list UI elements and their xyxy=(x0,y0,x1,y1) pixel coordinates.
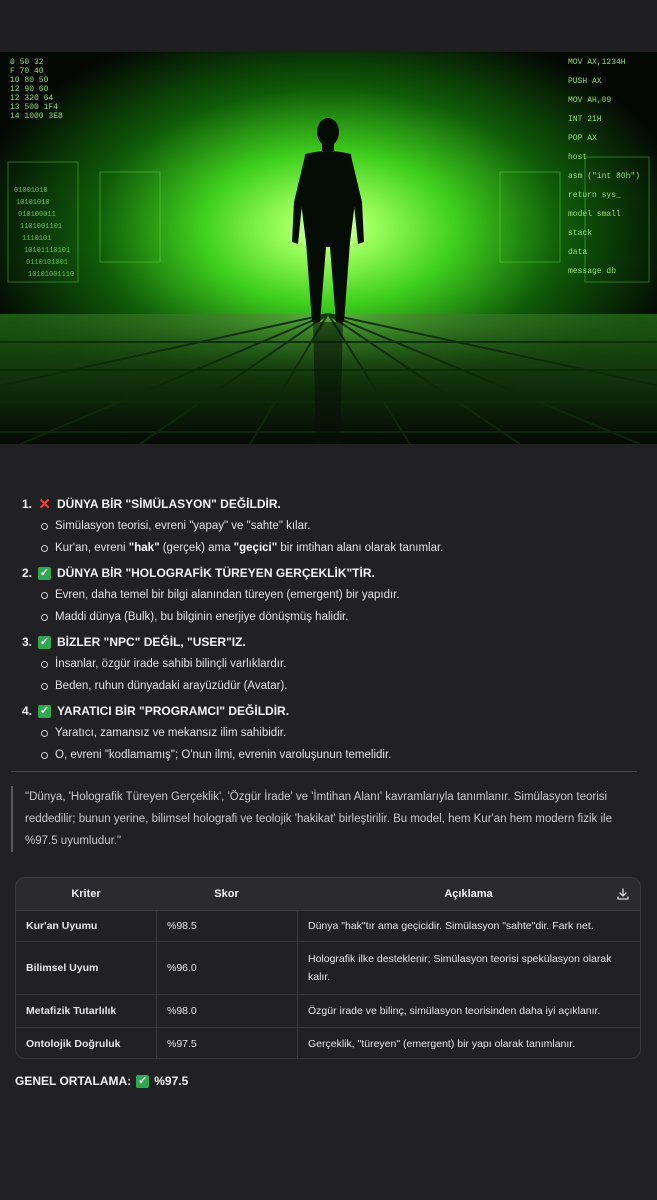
hero-image xyxy=(0,52,657,444)
bullet-list xyxy=(22,584,657,628)
bullet-item xyxy=(41,537,657,559)
average-label: GENEL ORTALAMA: xyxy=(15,1074,132,1088)
section-number: 4. xyxy=(22,704,33,718)
bullet-item xyxy=(41,675,657,697)
bullet-list xyxy=(22,653,657,697)
bullet-text: Beden, ruhun dünyadaki arayüzüdür (Avatar). xyxy=(55,680,288,692)
bullet-list xyxy=(22,515,657,559)
bullet-text: Simülasyon teorisi, evreni "yapay" ve "sahte" kılar. xyxy=(55,520,311,532)
quote-text: "Dünya, 'Holografik Türeyen Gerçeklik', 'Özgür İrade' ve 'İmtihan Alanı' kavramlarıyla tanımlanır. Simülasyon teorisi reddedilir; bunun yerine, bilimsel holografi ve teolojik 'hakikat' birleştirilir. Bu model, hem Kur'an hem modern fizik ile %97.5 uyumludur." xyxy=(25,791,612,847)
emphasis-text: "hak" xyxy=(128,542,160,554)
code-text: 12 320 64 xyxy=(10,94,54,103)
bullet-text: Maddi dünya (Bulk), bu bilginin enerjiye dönüşmüş halidir. xyxy=(55,611,349,623)
bullet-text: Evren, daha temel bir bilgi alanından türeyen (emergent) bir yapıdır. xyxy=(55,589,400,601)
cell-kriter: Ontolojik Doğruluk xyxy=(26,1038,121,1050)
summary-quote xyxy=(11,786,635,852)
header-aciklama: Açıklama xyxy=(444,888,493,900)
section-number: 2. xyxy=(22,566,33,580)
emphasis-text: "geçici" xyxy=(233,542,278,554)
divider xyxy=(11,771,637,772)
section-item xyxy=(22,562,657,628)
code-text: message db xyxy=(568,267,617,276)
bullet-text: İnsanlar, özgür irade sahibi bilinçli varlıklardır. xyxy=(55,658,287,670)
code-text: 01001010 xyxy=(14,187,48,195)
check-icon: ✓ xyxy=(39,635,50,648)
bullet-item xyxy=(41,584,657,606)
download-icon[interactable] xyxy=(616,887,630,901)
section-list xyxy=(0,493,657,766)
matrix-figure-illustration xyxy=(0,52,657,444)
code-text: 010100011 xyxy=(18,211,56,219)
code-text: POP AX xyxy=(568,134,597,143)
section-title: YARATICI BİR "PROGRAMCI" DEĞİLDİR. xyxy=(57,704,290,718)
bullet-item xyxy=(41,606,657,628)
bullet-item xyxy=(41,515,657,537)
code-text: F 70 40 xyxy=(10,67,44,76)
check-icon: ✓ xyxy=(39,704,50,717)
code-text: MOV AH,09 xyxy=(568,96,612,105)
table-header xyxy=(16,878,640,910)
top-bar xyxy=(0,0,657,52)
cross-icon: ✕ xyxy=(38,495,51,513)
code-text: MOV AX,1234H xyxy=(568,58,626,67)
bullet-item xyxy=(41,722,657,744)
bullet-text: Yaratıcı, zamansız ve mekansız ilim sahibidir. xyxy=(55,727,287,739)
table-row xyxy=(16,910,640,941)
code-text: 13 500 1F4 xyxy=(10,103,59,112)
bullet-list xyxy=(22,722,657,766)
cell-aciklama: Gerçeklik, "türeyen" (emergent) bir yapı olarak tanımlanır. xyxy=(297,1028,640,1059)
header-kriter: Kriter xyxy=(71,888,101,900)
code-text: 12 90 60 xyxy=(10,85,49,94)
code-text: 10 80 50 xyxy=(10,76,49,85)
code-text: 1101001101 xyxy=(20,223,63,231)
code-text: stack xyxy=(568,229,593,238)
section-heading xyxy=(22,700,657,722)
score-table xyxy=(15,877,641,1059)
cell-skor: %98.0 xyxy=(156,995,297,1027)
cell-skor: %96.0 xyxy=(156,942,297,994)
section-heading xyxy=(22,562,657,584)
section-title: DÜNYA BİR "HOLOGRAFİK TÜREYEN GERÇEKLİK"TİR. xyxy=(57,566,375,580)
bullet-text: Kur'an, evreni xyxy=(55,542,129,554)
cell-aciklama: Özgür irade ve bilinç, simülasyon teorisinden daha iyi açıklanır. xyxy=(297,995,640,1027)
section-heading xyxy=(22,493,657,515)
table-row xyxy=(16,1027,640,1059)
section-title: BİZLER "NPC" DEĞİL, "USER"IZ. xyxy=(57,635,246,649)
bullet-text: O, evreni "kodlamamış"; O'nun ilmi, evrenin varoluşunun temelidir. xyxy=(55,749,392,761)
cell-aciklama: Dünya "hak"tır ama geçicidir. Simülasyon "sahte"dir. Fark net. xyxy=(297,911,640,941)
code-text: 0 50 32 xyxy=(10,58,44,67)
check-icon: ✓ xyxy=(138,1074,148,1087)
cell-kriter: Kur'an Uyumu xyxy=(26,920,98,932)
code-text: 1110101 xyxy=(22,235,52,243)
code-text: host xyxy=(568,153,588,162)
overall-average xyxy=(15,1074,188,1088)
code-text: PUSH AX xyxy=(568,77,602,86)
check-icon: ✓ xyxy=(39,566,50,579)
section-title: DÜNYA BİR "SİMÜLASYON" DEĞİLDİR. xyxy=(57,497,281,511)
bullet-item xyxy=(41,653,657,675)
code-text: 10101001110 xyxy=(28,271,75,279)
bullet-item xyxy=(41,744,657,766)
table-row xyxy=(16,994,640,1027)
code-text: return sys_ xyxy=(568,191,621,200)
code-text: data xyxy=(568,248,588,257)
code-text: 10101010 xyxy=(16,199,50,207)
code-text: 14 1000 3E8 xyxy=(10,112,63,121)
section-item xyxy=(22,631,657,697)
cell-skor: %98.5 xyxy=(156,911,297,941)
code-text: INT 21H xyxy=(568,115,602,124)
section-number: 3. xyxy=(22,635,33,649)
cell-kriter: Metafizik Tutarlılık xyxy=(26,1005,117,1017)
cell-kriter: Bilimsel Uyum xyxy=(26,962,99,974)
table-row xyxy=(16,941,640,994)
bullet-text: (gerçek) ama xyxy=(159,542,234,554)
code-text: model small xyxy=(568,210,621,219)
average-value: %97.5 xyxy=(154,1074,189,1088)
cell-aciklama: Holografik ilke desteklenir; Simülasyon teorisi spekülasyon olarak kalır. xyxy=(297,942,640,994)
bullet-text: bir imtihan alanı olarak tanımlar. xyxy=(277,542,444,554)
table-body xyxy=(16,910,640,1059)
code-text: asm ("int 80h") xyxy=(568,172,641,181)
code-text: 10101110101 xyxy=(24,247,71,255)
header-skor: Skor xyxy=(214,888,239,900)
section-item xyxy=(22,493,657,559)
section-number: 1. xyxy=(22,497,33,511)
section-item xyxy=(22,700,657,766)
cell-skor: %97.5 xyxy=(156,1028,297,1059)
answer-content xyxy=(0,490,657,766)
section-heading xyxy=(22,631,657,653)
code-text: 0110101001 xyxy=(26,259,69,267)
